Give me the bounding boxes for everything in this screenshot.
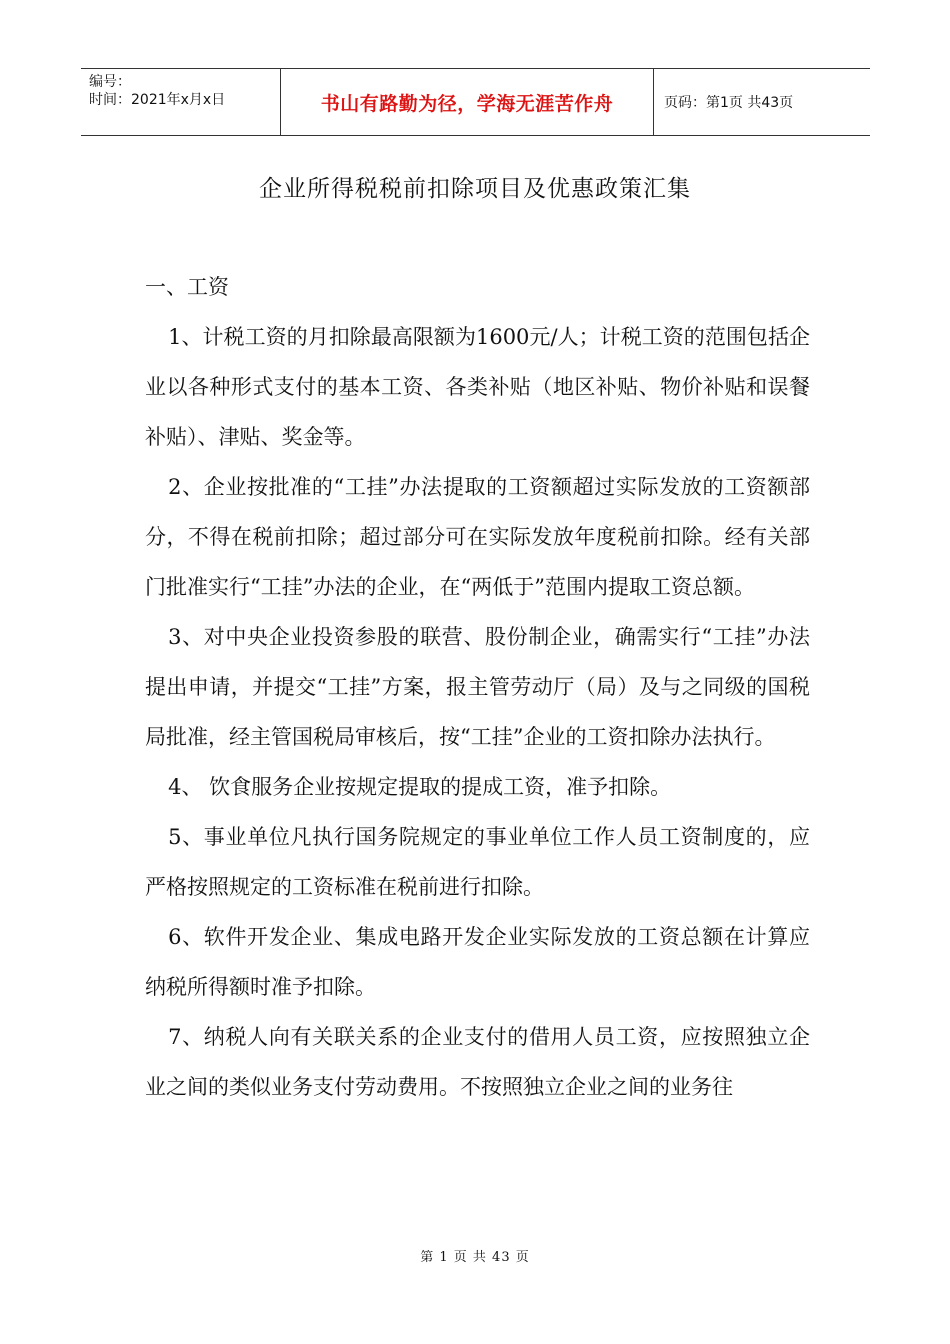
paragraph: 5、事业单位凡执行国务院规定的事业单位工作人员工资制度的，应严格按照规定的工资标准在税前进行扣除。	[145, 825, 810, 899]
header-page-info: 页码：第1页 共43页	[664, 95, 794, 111]
motto-text: 书山有路勤为径，学海无涯苦作舟	[320, 92, 614, 115]
document-number-label: 编号：	[89, 74, 131, 90]
document-body	[145, 262, 810, 1112]
paragraph: 1、计税工资的月扣除最高限额为1600元/人；计税工资的范围包括企业以各种形式支付的基本工资、各类补贴（地区补贴、物价补贴和误餐补贴）、津贴、奖金等。	[145, 325, 810, 449]
section-heading: 一、工资	[145, 275, 229, 299]
page-footer: 第 1 页 共 43 页	[420, 1250, 530, 1265]
header-meta-cell	[81, 69, 281, 135]
document-date: 时间：2021年x月x日	[89, 92, 226, 108]
document-header	[81, 68, 870, 136]
paragraph: 7、纳税人向有关联关系的企业支付的借用人员工资，应按照独立企业之间的类似业务支付劳动费用。不按照独立企业之间的业务往	[145, 1025, 810, 1099]
header-page-cell	[654, 69, 870, 135]
header-motto-cell	[281, 69, 654, 135]
paragraph: 6、软件开发企业、集成电路开发企业实际发放的工资总额在计算应纳税所得额时准予扣除。	[145, 925, 810, 999]
paragraph: 4、 饮食服务企业按规定提取的提成工资，准予扣除。	[168, 775, 672, 799]
document-title: 企业所得税税前扣除项目及优惠政策汇集	[259, 176, 691, 202]
paragraph: 3、对中央企业投资参股的联营、股份制企业，确需实行“工挂”办法提出申请，并提交“工挂”方案，报主管劳动厅（局）及与之同级的国税局批准，经主管国税局审核后，按“工挂”企业的工资扣除办法执行。	[145, 625, 810, 749]
paragraph: 2、企业按批准的“工挂”办法提取的工资额超过实际发放的工资额部分，不得在税前扣除；超过部分可在实际发放年度税前扣除。经有关部门批准实行“工挂”办法的企业，在“两低于”范围内提取工资总额。	[145, 475, 810, 599]
